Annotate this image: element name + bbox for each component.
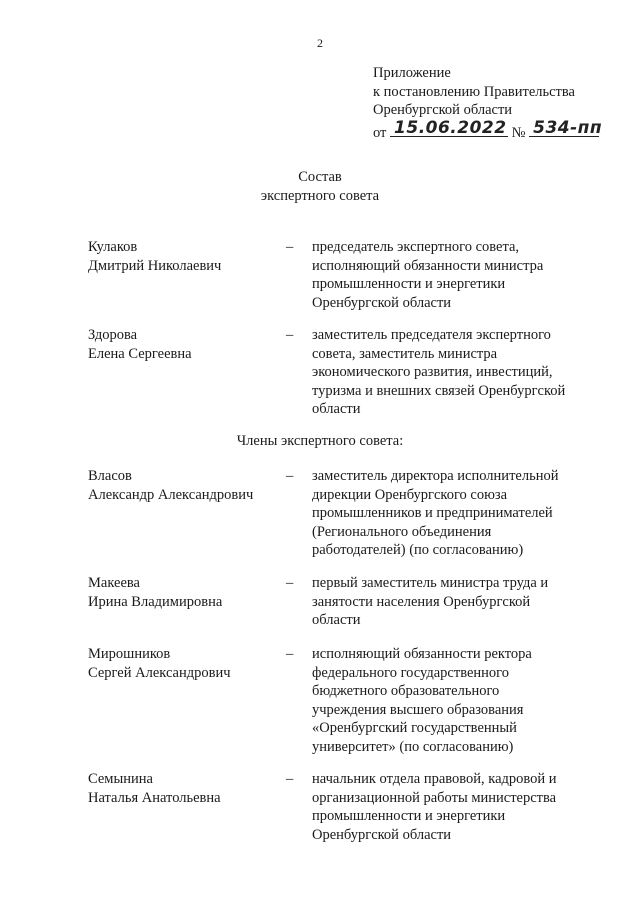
appendix-block bbox=[373, 64, 633, 142]
appendix-date-number-line bbox=[373, 120, 633, 143]
appendix-line-3: Оренбургской области bbox=[373, 102, 513, 118]
role-line: Оренбургской области bbox=[312, 294, 452, 311]
member-role bbox=[312, 770, 582, 844]
member-name bbox=[88, 770, 278, 807]
role-line: бюджетного образовательного bbox=[312, 683, 500, 699]
role-line: совета, заместитель министра bbox=[312, 345, 498, 362]
member-role bbox=[312, 574, 582, 630]
dash-separator: – bbox=[286, 468, 294, 484]
handwritten-number: 534-пп bbox=[533, 118, 603, 138]
appendix-line-1: Приложение bbox=[373, 65, 451, 81]
member-given-name: Наталья Анатольевна bbox=[88, 789, 221, 806]
role-line: области bbox=[312, 612, 361, 628]
role-line: занятости населения Оренбургской bbox=[312, 593, 531, 610]
member-name bbox=[88, 645, 278, 682]
dash-separator: – bbox=[286, 327, 294, 343]
role-line: работодателей) (по согласованию) bbox=[312, 542, 524, 558]
number-field bbox=[529, 118, 603, 138]
role-line: промышленников и предпринимателей bbox=[312, 505, 553, 521]
role-line: федерального государственного bbox=[312, 664, 510, 681]
document-title bbox=[0, 168, 640, 205]
handwritten-date: 15.06.2022 bbox=[394, 118, 507, 138]
role-line: «Оренбургский государственный bbox=[312, 720, 517, 736]
member-name bbox=[88, 326, 278, 363]
role-line: исполняющий обязанности министра bbox=[312, 257, 544, 274]
role-line: первый заместитель министра труда и bbox=[312, 575, 549, 591]
role-line: (Регионального объединения bbox=[312, 523, 492, 540]
role-line: области bbox=[312, 401, 361, 417]
appendix-line-2: к постановлению Правительства bbox=[373, 83, 575, 100]
member-given-name: Дмитрий Николаевич bbox=[88, 257, 222, 274]
dash-separator: – bbox=[286, 771, 294, 787]
dash-separator: – bbox=[286, 239, 294, 255]
title-line-1: Состав bbox=[298, 169, 342, 185]
role-line: университет» (по согласованию) bbox=[312, 738, 514, 755]
title-line-2: экспертного совета bbox=[260, 187, 380, 204]
members-heading: Члены экспертного совета: bbox=[236, 433, 404, 449]
member-surname: Семынина bbox=[88, 771, 153, 787]
role-line: председатель экспертного совета, bbox=[312, 239, 520, 255]
member-role bbox=[312, 238, 582, 312]
role-line: промышленности и энергетики bbox=[312, 276, 506, 292]
role-line: исполняющий обязанности ректора bbox=[312, 646, 532, 662]
member-surname: Мирошников bbox=[88, 646, 171, 662]
member-given-name: Ирина Владимировна bbox=[88, 593, 223, 610]
role-line: экономического развития, инвестиций, bbox=[312, 364, 553, 380]
page-number: 2 bbox=[317, 36, 323, 50]
role-line: учреждения высшего образования bbox=[312, 701, 524, 718]
member-surname: Власов bbox=[88, 468, 132, 484]
member-name bbox=[88, 574, 278, 611]
member-given-name: Александр Александрович bbox=[88, 486, 254, 503]
member-surname: Кулаков bbox=[88, 239, 138, 255]
member-given-name: Сергей Александрович bbox=[88, 664, 231, 681]
role-line: дирекции Оренбургского союза bbox=[312, 486, 508, 503]
dash-separator: – bbox=[286, 575, 294, 591]
role-line: промышленности и энергетики bbox=[312, 808, 506, 824]
member-role bbox=[312, 467, 582, 560]
member-name bbox=[88, 467, 278, 504]
member-given-name: Елена Сергеевна bbox=[88, 345, 192, 362]
role-line: заместитель директора исполнительной bbox=[312, 468, 559, 484]
role-line: Оренбургской области bbox=[312, 826, 452, 843]
role-line: туризма и внешних связей Оренбургской bbox=[312, 382, 566, 399]
number-prefix: № bbox=[511, 124, 526, 141]
role-line: начальник отдела правовой, кадровой и bbox=[312, 771, 557, 787]
member-name bbox=[88, 238, 278, 275]
date-prefix: от bbox=[373, 124, 387, 141]
role-line: заместитель председателя экспертного bbox=[312, 327, 551, 343]
member-surname: Здорова bbox=[88, 327, 138, 343]
date-field bbox=[390, 120, 508, 137]
member-surname: Макеева bbox=[88, 575, 140, 591]
role-line: организационной работы министерства bbox=[312, 789, 557, 806]
member-role bbox=[312, 645, 582, 756]
dash-separator: – bbox=[286, 646, 294, 662]
member-role bbox=[312, 326, 582, 419]
